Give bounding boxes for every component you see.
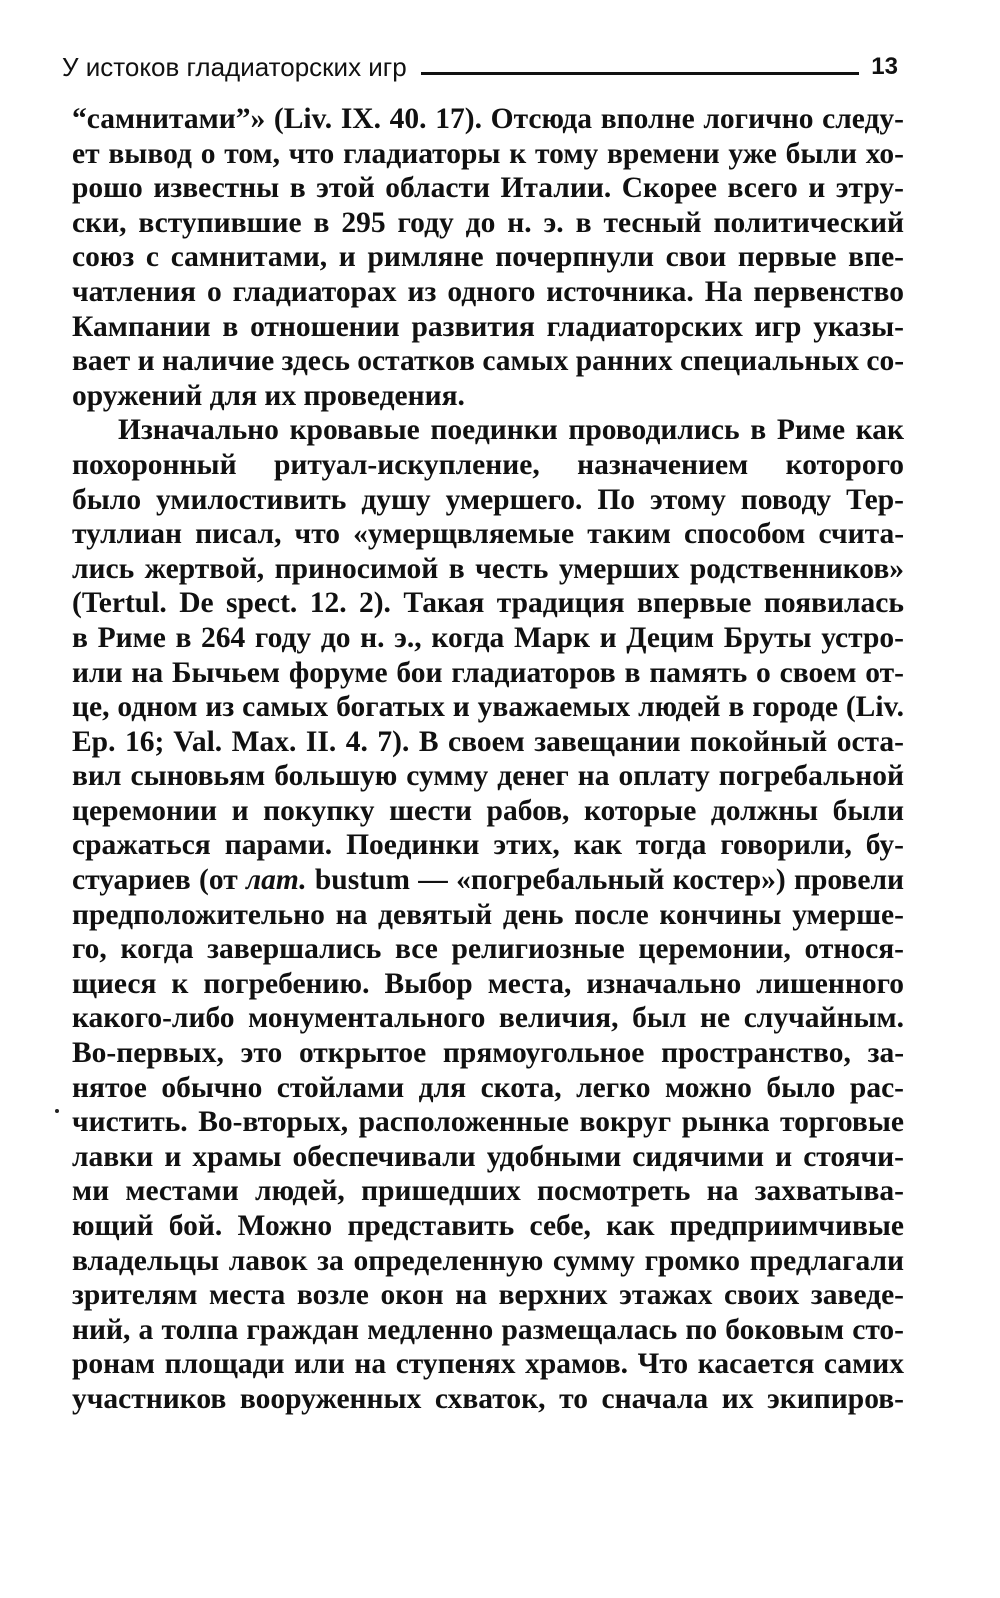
text-line: союз с самнитами, и римляне почерпнули свои первые впе- (72, 241, 904, 274)
text-line: участников вооруженных схваток, то сначала их экипиров- (72, 1382, 904, 1415)
text-line: ски, вступившие в 295 году до н. э. в тесный политический (72, 206, 905, 239)
header-rule (421, 72, 860, 75)
text-line: ющий бой. Можно представить себе, как предприимчивые (72, 1210, 904, 1242)
text-line: ми местами людей, пришедших посмотреть на захватыва- (72, 1175, 904, 1208)
body-text (72, 102, 904, 1417)
text-line: церемонии и покупку шести рабов, которые должны были (72, 794, 904, 827)
text-line: лавки и храмы обеспечивали удобными сидячими и стоячи- (72, 1140, 904, 1173)
text-line: це, одном из самых богатых и уважаемых людей в городе (Liv. (72, 691, 905, 724)
text-line: Кампании в отношении развития гладиаторских игр указы- (72, 310, 904, 343)
text-fragment: bustum — «погребальный костер») провели (306, 864, 905, 897)
text-line: ет вывод о том, что гладиаторы к тому времени уже были хо- (72, 137, 904, 170)
text-line: зрителям места возле окон на верхних этажах своих заведе- (72, 1279, 905, 1312)
running-head (62, 44, 898, 84)
text-line: Во-первых, это открытое прямоугольное пространство, за- (72, 1037, 905, 1070)
text-line: сражаться парами. Поединки этих, как тогда говорили, бу- (72, 829, 904, 862)
text-line: чистить. Во-вторых, расположенные вокруг рынка торговые (72, 1106, 904, 1139)
italic-abbreviation: лат. (246, 864, 307, 897)
print-speck (55, 1109, 59, 1113)
text-line: предположительно на девятый день после кончины умерше- (72, 898, 904, 931)
paragraph-2 (72, 413, 904, 1416)
text-line: щиеся к погребению. Выбор места, изначально лишенного (72, 967, 905, 1000)
text-line: рошо известны в этой области Италии. Скорее всего и этру- (72, 172, 904, 205)
text-line-with-italic (72, 863, 904, 898)
text-line: го, когда завершались все религиозные церемонии, относя- (72, 933, 904, 966)
chapter-title: У истоков гладиаторских игр (62, 52, 407, 82)
text-line: владельцы лавок за определенную сумму громко предлагали (72, 1244, 905, 1277)
text-line: “самнитами”» (Liv. IX. 40. 17). Отсюда вполне логично следу- (72, 103, 904, 135)
text-line: ний, а толпа граждан медленно размещалась по боковым сто- (72, 1313, 904, 1346)
text-line: туллиан писал, что «умерщвляемые таким способом счита- (72, 518, 905, 551)
text-fragment: стуариев (от (72, 864, 247, 897)
paragraph-1 (72, 102, 904, 413)
text-line: Изначально кровавые поединки проводились в Риме как (118, 414, 905, 447)
text-line: похоронный ритуал-искупление, назначением которого (72, 448, 904, 481)
text-line: (Tertul. De spect. 12. 2). Такая традиция впервые появилась (72, 587, 904, 620)
page-number: 13 (871, 53, 898, 80)
text-line: или на Бычьем форуме бои гладиаторов в память о своем от- (72, 656, 904, 689)
text-line: оружений для их проведения. (72, 379, 465, 412)
text-line: в Риме в 264 году до н. э., когда Марк и Децим Бруты устро- (72, 621, 904, 654)
text-line: ронам площади или на ступенях храмов. Что касается самих (72, 1348, 904, 1381)
text-line: чатления о гладиаторах из одного источника. На первенство (72, 275, 905, 308)
text-line: лись жертвой, приносимой в честь умерших родственников» (72, 552, 905, 585)
text-line: вает и наличие здесь остатков самых ранних специальных со- (72, 345, 905, 378)
text-line: вил сыновьям большую сумму денег на оплату погребальной (72, 760, 904, 793)
text-line: какого-либо монументального величия, был не случайным. (72, 1002, 904, 1035)
text-line: было умилостивить душу умершего. По этому поводу Тер- (72, 483, 904, 516)
text-line: нятое обычно стойлами для скота, легко можно было рас- (72, 1071, 904, 1104)
text-line: Ep. 16; Val. Max. II. 4. 7). В своем завещании покойный оста- (72, 725, 904, 758)
